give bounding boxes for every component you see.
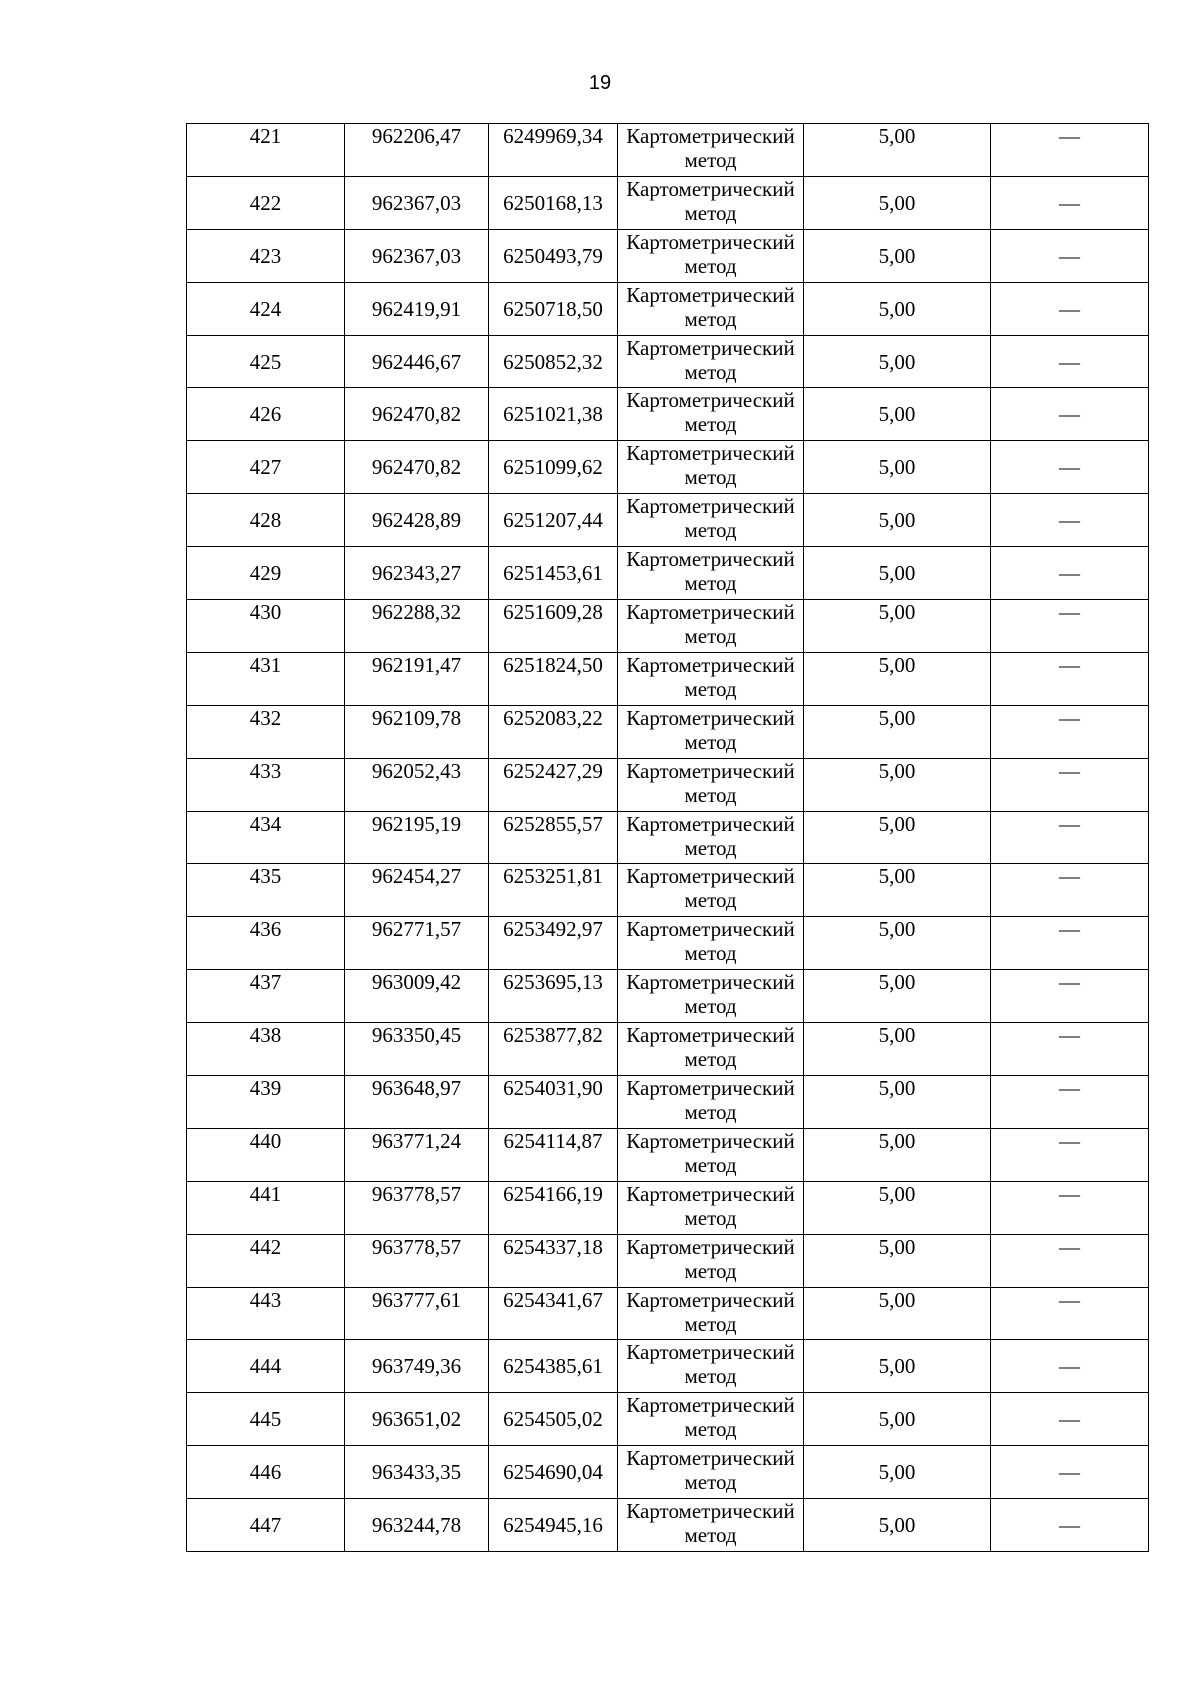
- method-cell: [618, 1446, 804, 1499]
- x-coordinate-cell: 962367,03: [345, 229, 489, 282]
- point-number-cell: 434: [187, 811, 345, 864]
- x-coordinate-cell: 963350,45: [345, 1023, 489, 1076]
- table-row: [187, 758, 1149, 811]
- method-line-1: Картометрический: [626, 124, 795, 148]
- note-cell: —: [991, 335, 1149, 388]
- accuracy-cell: 5,00: [804, 176, 991, 229]
- note-cell: —: [991, 441, 1149, 494]
- table-row: [187, 864, 1149, 917]
- method-line-2: метод: [684, 1047, 737, 1072]
- table-row: [187, 335, 1149, 388]
- y-coordinate-cell: 6251453,61: [489, 547, 618, 600]
- note-cell: —: [991, 388, 1149, 441]
- table-row: [187, 652, 1149, 705]
- note-cell: —: [991, 1446, 1149, 1499]
- x-coordinate-cell: 962191,47: [345, 652, 489, 705]
- x-coordinate-cell: 962454,27: [345, 864, 489, 917]
- note-cell: —: [991, 652, 1149, 705]
- table-row: [187, 1076, 1149, 1129]
- method-line-1: Картометрический: [626, 758, 795, 783]
- method-line-2: метод: [684, 412, 737, 437]
- x-coordinate-cell: 962052,43: [345, 758, 489, 811]
- method-line-1: Картометрический: [626, 1287, 795, 1312]
- note-cell: —: [991, 547, 1149, 600]
- point-number-cell: 425: [187, 335, 345, 388]
- x-coordinate-cell: 963749,36: [345, 1340, 489, 1393]
- point-number-cell: 440: [187, 1128, 345, 1181]
- point-number-cell: 421: [187, 124, 345, 177]
- x-coordinate-cell: 962109,78: [345, 705, 489, 758]
- table-row: [187, 1023, 1149, 1076]
- y-coordinate-cell: 6250168,13: [489, 176, 618, 229]
- y-coordinate-cell: 6253492,97: [489, 917, 618, 970]
- note-cell: —: [991, 1340, 1149, 1393]
- method-cell: [618, 388, 804, 441]
- method-cell: [618, 1340, 804, 1393]
- accuracy-cell: 5,00: [804, 705, 991, 758]
- point-number-cell: 429: [187, 547, 345, 600]
- accuracy-cell: 5,00: [804, 124, 991, 177]
- x-coordinate-cell: 963244,78: [345, 1499, 489, 1552]
- method-line-1: Картометрический: [626, 1393, 795, 1418]
- method-line-1: Картометрический: [626, 811, 795, 836]
- method-line-2: метод: [684, 359, 737, 384]
- method-line-2: метод: [684, 200, 737, 225]
- method-cell: [618, 917, 804, 970]
- method-line-2: метод: [684, 518, 737, 543]
- coordinates-table: [186, 123, 1149, 1552]
- x-coordinate-cell: 962288,32: [345, 600, 489, 653]
- method-line-2: метод: [684, 1470, 737, 1495]
- method-line-2: метод: [684, 148, 737, 172]
- method-line-2: метод: [684, 465, 737, 490]
- method-cell: [618, 1128, 804, 1181]
- method-line-1: Картометрический: [626, 494, 795, 519]
- point-number-cell: 443: [187, 1287, 345, 1340]
- method-cell: [618, 124, 804, 177]
- point-number-cell: 432: [187, 705, 345, 758]
- note-cell: —: [991, 864, 1149, 917]
- note-cell: —: [991, 1499, 1149, 1552]
- table-row: [187, 1446, 1149, 1499]
- accuracy-cell: 5,00: [804, 864, 991, 917]
- x-coordinate-cell: 962419,91: [345, 282, 489, 335]
- y-coordinate-cell: 6254945,16: [489, 1499, 618, 1552]
- y-coordinate-cell: 6251099,62: [489, 441, 618, 494]
- y-coordinate-cell: 6251609,28: [489, 600, 618, 653]
- y-coordinate-cell: 6254031,90: [489, 1076, 618, 1129]
- accuracy-cell: 5,00: [804, 758, 991, 811]
- method-line-1: Картометрический: [626, 970, 795, 995]
- point-number-cell: 447: [187, 1499, 345, 1552]
- method-line-2: метод: [684, 1364, 737, 1389]
- x-coordinate-cell: 963009,42: [345, 970, 489, 1023]
- method-cell: [618, 547, 804, 600]
- point-number-cell: 446: [187, 1446, 345, 1499]
- method-line-2: метод: [684, 1205, 737, 1230]
- method-cell: [618, 758, 804, 811]
- note-cell: —: [991, 176, 1149, 229]
- method-line-1: Картометрический: [626, 600, 795, 625]
- table-row: [187, 600, 1149, 653]
- y-coordinate-cell: 6249969,34: [489, 124, 618, 177]
- y-coordinate-cell: 6254166,19: [489, 1181, 618, 1234]
- note-cell: —: [991, 1181, 1149, 1234]
- point-number-cell: 431: [187, 652, 345, 705]
- method-line-1: Картометрический: [626, 441, 795, 466]
- method-cell: [618, 335, 804, 388]
- method-line-1: Картометрический: [626, 1128, 795, 1153]
- accuracy-cell: 5,00: [804, 1128, 991, 1181]
- table-row: [187, 388, 1149, 441]
- method-line-2: метод: [684, 888, 737, 913]
- y-coordinate-cell: 6252427,29: [489, 758, 618, 811]
- y-coordinate-cell: 6254505,02: [489, 1393, 618, 1446]
- note-cell: —: [991, 970, 1149, 1023]
- accuracy-cell: 5,00: [804, 970, 991, 1023]
- table-body: [187, 124, 1149, 1552]
- y-coordinate-cell: 6253695,13: [489, 970, 618, 1023]
- method-line-1: Картометрический: [626, 282, 795, 307]
- point-number-cell: 442: [187, 1234, 345, 1287]
- accuracy-cell: 5,00: [804, 282, 991, 335]
- table-row: [187, 705, 1149, 758]
- method-cell: [618, 600, 804, 653]
- method-line-1: Картометрический: [626, 864, 795, 889]
- method-line-1: Картометрический: [626, 1234, 795, 1259]
- note-cell: —: [991, 600, 1149, 653]
- y-coordinate-cell: 6254385,61: [489, 1340, 618, 1393]
- accuracy-cell: 5,00: [804, 1446, 991, 1499]
- method-line-2: метод: [684, 253, 737, 278]
- accuracy-cell: 5,00: [804, 1076, 991, 1129]
- y-coordinate-cell: 6254114,87: [489, 1128, 618, 1181]
- method-line-2: метод: [684, 835, 737, 860]
- table-row: [187, 811, 1149, 864]
- method-cell: [618, 652, 804, 705]
- method-line-1: Картометрический: [626, 652, 795, 677]
- accuracy-cell: 5,00: [804, 1287, 991, 1340]
- point-number-cell: 444: [187, 1340, 345, 1393]
- method-cell: [618, 1287, 804, 1340]
- method-cell: [618, 441, 804, 494]
- point-number-cell: 422: [187, 176, 345, 229]
- table-row: [187, 282, 1149, 335]
- y-coordinate-cell: 6252855,57: [489, 811, 618, 864]
- table-row: [187, 124, 1149, 177]
- accuracy-cell: 5,00: [804, 494, 991, 547]
- method-line-2: метод: [684, 1258, 737, 1283]
- point-number-cell: 424: [187, 282, 345, 335]
- point-number-cell: 438: [187, 1023, 345, 1076]
- method-cell: [618, 282, 804, 335]
- point-number-cell: 423: [187, 229, 345, 282]
- y-coordinate-cell: 6250718,50: [489, 282, 618, 335]
- point-number-cell: 427: [187, 441, 345, 494]
- note-cell: —: [991, 917, 1149, 970]
- note-cell: —: [991, 1234, 1149, 1287]
- page-number: 19: [588, 72, 612, 94]
- x-coordinate-cell: 962470,82: [345, 388, 489, 441]
- point-number-cell: 428: [187, 494, 345, 547]
- method-line-1: Картометрический: [626, 176, 795, 201]
- method-cell: [618, 1076, 804, 1129]
- x-coordinate-cell: 962446,67: [345, 335, 489, 388]
- accuracy-cell: 5,00: [804, 811, 991, 864]
- note-cell: —: [991, 1023, 1149, 1076]
- method-line-2: метод: [684, 306, 737, 331]
- accuracy-cell: 5,00: [804, 1181, 991, 1234]
- table-row: [187, 1234, 1149, 1287]
- y-coordinate-cell: 6250852,32: [489, 335, 618, 388]
- table-row: [187, 1340, 1149, 1393]
- table-row: [187, 917, 1149, 970]
- y-coordinate-cell: 6254690,04: [489, 1446, 618, 1499]
- accuracy-cell: 5,00: [804, 1234, 991, 1287]
- method-line-1: Картометрический: [626, 229, 795, 254]
- note-cell: —: [991, 229, 1149, 282]
- note-cell: —: [991, 494, 1149, 547]
- method-cell: [618, 811, 804, 864]
- method-line-2: метод: [684, 782, 737, 807]
- method-cell: [618, 1499, 804, 1552]
- point-number-cell: 435: [187, 864, 345, 917]
- x-coordinate-cell: 963648,97: [345, 1076, 489, 1129]
- x-coordinate-cell: 963778,57: [345, 1234, 489, 1287]
- note-cell: —: [991, 705, 1149, 758]
- accuracy-cell: 5,00: [804, 335, 991, 388]
- note-cell: —: [991, 1393, 1149, 1446]
- method-line-2: метод: [684, 941, 737, 966]
- table-row: [187, 1499, 1149, 1552]
- method-cell: [618, 229, 804, 282]
- note-cell: —: [991, 282, 1149, 335]
- y-coordinate-cell: 6253877,82: [489, 1023, 618, 1076]
- accuracy-cell: 5,00: [804, 547, 991, 600]
- accuracy-cell: 5,00: [804, 652, 991, 705]
- method-cell: [618, 970, 804, 1023]
- x-coordinate-cell: 962771,57: [345, 917, 489, 970]
- y-coordinate-cell: 6254337,18: [489, 1234, 618, 1287]
- method-line-2: метод: [684, 1417, 737, 1442]
- method-line-1: Картометрический: [626, 705, 795, 730]
- method-line-2: метод: [684, 729, 737, 754]
- note-cell: —: [991, 1128, 1149, 1181]
- accuracy-cell: 5,00: [804, 1499, 991, 1552]
- note-cell: —: [991, 1076, 1149, 1129]
- method-line-1: Картометрический: [626, 1023, 795, 1048]
- note-cell: —: [991, 811, 1149, 864]
- y-coordinate-cell: 6251207,44: [489, 494, 618, 547]
- x-coordinate-cell: 963433,35: [345, 1446, 489, 1499]
- x-coordinate-cell: 963771,24: [345, 1128, 489, 1181]
- point-number-cell: 436: [187, 917, 345, 970]
- point-number-cell: 433: [187, 758, 345, 811]
- table-row: [187, 970, 1149, 1023]
- method-line-2: метод: [684, 1152, 737, 1177]
- method-line-2: метод: [684, 994, 737, 1019]
- method-cell: [618, 176, 804, 229]
- note-cell: —: [991, 124, 1149, 177]
- x-coordinate-cell: 962428,89: [345, 494, 489, 547]
- note-cell: —: [991, 1287, 1149, 1340]
- method-line-1: Картометрический: [626, 1446, 795, 1471]
- method-cell: [618, 1181, 804, 1234]
- table-row: [187, 1128, 1149, 1181]
- table-row: [187, 1393, 1149, 1446]
- y-coordinate-cell: 6250493,79: [489, 229, 618, 282]
- method-line-1: Картометрический: [626, 1499, 795, 1524]
- y-coordinate-cell: 6254341,67: [489, 1287, 618, 1340]
- y-coordinate-cell: 6253251,81: [489, 864, 618, 917]
- method-cell: [618, 705, 804, 758]
- table-row: [187, 1181, 1149, 1234]
- point-number-cell: 439: [187, 1076, 345, 1129]
- table-row: [187, 229, 1149, 282]
- method-line-1: Картометрический: [626, 335, 795, 360]
- point-number-cell: 437: [187, 970, 345, 1023]
- method-line-2: метод: [684, 1100, 737, 1125]
- accuracy-cell: 5,00: [804, 1340, 991, 1393]
- accuracy-cell: 5,00: [804, 1023, 991, 1076]
- x-coordinate-cell: 963777,61: [345, 1287, 489, 1340]
- point-number-cell: 445: [187, 1393, 345, 1446]
- method-cell: [618, 1234, 804, 1287]
- table-row: [187, 176, 1149, 229]
- point-number-cell: 426: [187, 388, 345, 441]
- x-coordinate-cell: 962343,27: [345, 547, 489, 600]
- method-line-2: метод: [684, 676, 737, 701]
- note-cell: —: [991, 758, 1149, 811]
- x-coordinate-cell: 963778,57: [345, 1181, 489, 1234]
- accuracy-cell: 5,00: [804, 388, 991, 441]
- method-line-1: Картометрический: [626, 388, 795, 413]
- y-coordinate-cell: 6251824,50: [489, 652, 618, 705]
- method-cell: [618, 494, 804, 547]
- method-line-2: метод: [684, 571, 737, 596]
- method-cell: [618, 1393, 804, 1446]
- point-number-cell: 430: [187, 600, 345, 653]
- x-coordinate-cell: 962470,82: [345, 441, 489, 494]
- method-line-1: Картометрический: [626, 547, 795, 572]
- accuracy-cell: 5,00: [804, 229, 991, 282]
- y-coordinate-cell: 6252083,22: [489, 705, 618, 758]
- method-line-1: Картометрический: [626, 1340, 795, 1365]
- method-line-1: Картометрический: [626, 1181, 795, 1206]
- table-row: [187, 547, 1149, 600]
- table-row: [187, 441, 1149, 494]
- table-row: [187, 494, 1149, 547]
- x-coordinate-cell: 962206,47: [345, 124, 489, 177]
- point-number-cell: 441: [187, 1181, 345, 1234]
- x-coordinate-cell: 962195,19: [345, 811, 489, 864]
- accuracy-cell: 5,00: [804, 917, 991, 970]
- accuracy-cell: 5,00: [804, 600, 991, 653]
- method-line-2: метод: [684, 1523, 737, 1548]
- method-cell: [618, 1023, 804, 1076]
- table-row: [187, 1287, 1149, 1340]
- x-coordinate-cell: 963651,02: [345, 1393, 489, 1446]
- x-coordinate-cell: 962367,03: [345, 176, 489, 229]
- method-line-2: метод: [684, 1311, 737, 1336]
- method-line-1: Картометрический: [626, 917, 795, 942]
- accuracy-cell: 5,00: [804, 441, 991, 494]
- method-line-2: метод: [684, 624, 737, 649]
- y-coordinate-cell: 6251021,38: [489, 388, 618, 441]
- method-line-1: Картометрический: [626, 1076, 795, 1101]
- accuracy-cell: 5,00: [804, 1393, 991, 1446]
- method-cell: [618, 864, 804, 917]
